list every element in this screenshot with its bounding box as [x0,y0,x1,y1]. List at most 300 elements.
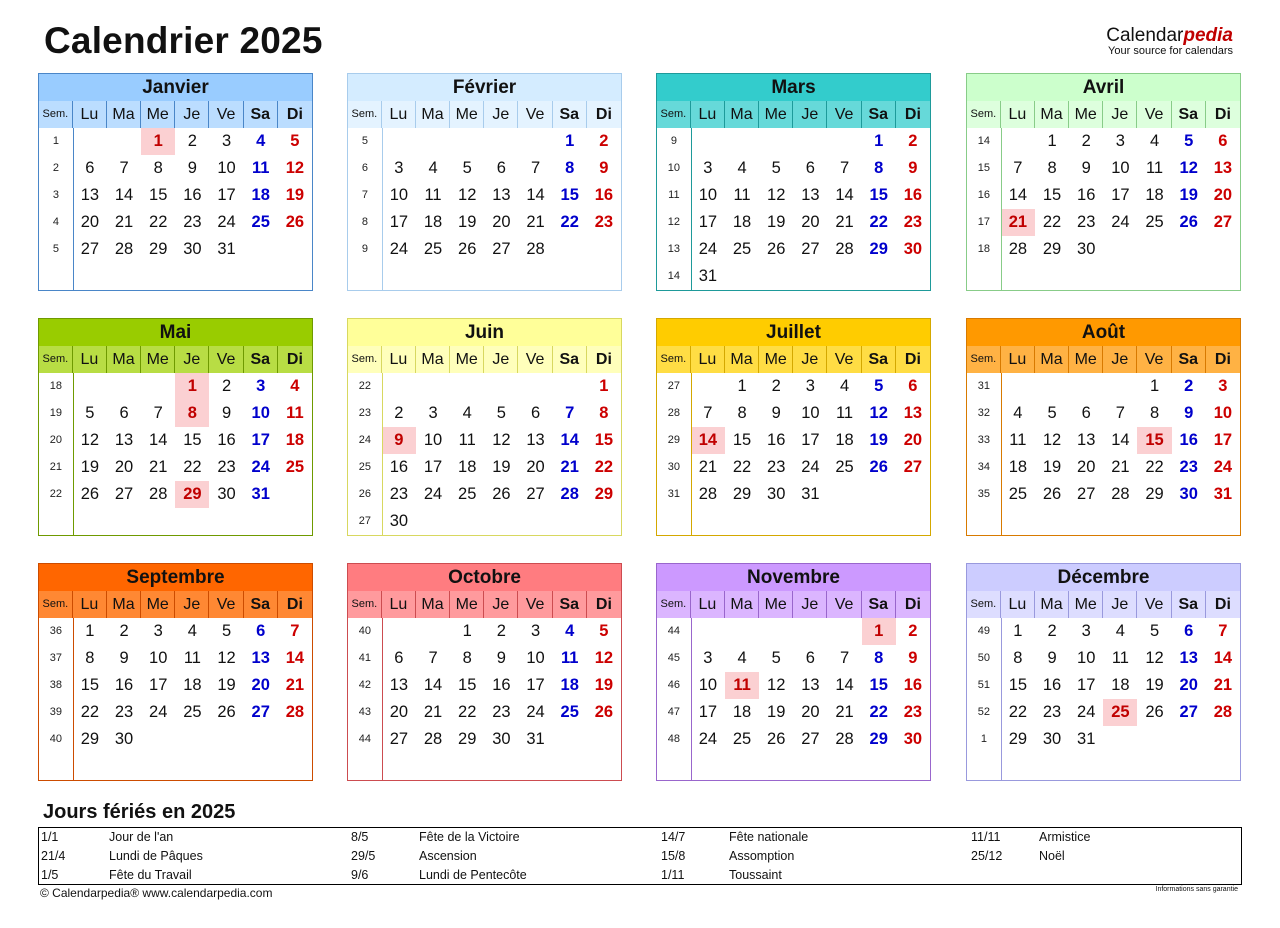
day-cell: 30 [183,240,202,258]
day-cell: 3 [153,622,163,640]
weekday-label: Me [759,101,793,128]
day-cell: 20 [492,213,511,231]
day-cell: 7 [839,649,850,667]
day-cell: 8 [874,649,884,667]
day-cell: 22 [1042,213,1062,231]
holidays-column [969,828,1269,886]
day-cell: 20 [1213,186,1233,204]
holidays-title: Jours fériés en 2025 [43,801,236,823]
day-cell: 9 [1081,159,1091,177]
day-cell: 20 [389,703,409,721]
day-cell: 31 [526,730,545,748]
week-row [967,155,1240,182]
day-cell: 22 [183,458,202,476]
day-cell: 23 [183,213,202,231]
day-cell: 27 [251,703,270,721]
day-cell: 1 [462,622,472,640]
day-cell: 6 [805,649,815,667]
week-row [39,481,312,508]
day-cell: 6 [1081,404,1091,422]
holiday-date: 1/1 [41,830,59,844]
day-cell: 2 [1081,132,1091,150]
week-number: 40 [358,625,372,637]
day-cell: 19 [767,213,786,231]
week-column-divider [73,373,74,535]
holiday-name: Fête nationale [729,830,809,844]
week-number: 26 [358,488,372,500]
empty-cell [587,508,621,535]
week-number: 28 [667,407,681,419]
weekday-label: Me [450,591,484,618]
day-cell: 29 [80,730,100,748]
day-cell: 13 [389,676,409,694]
weekday-label: Ma [725,591,759,618]
day-cell: 11 [1009,431,1027,449]
day-cell: 10 [389,186,409,204]
day-cell: 13 [1213,159,1233,177]
weekday-label: Lu [382,101,416,128]
weekday-label: Di [595,106,612,123]
empty-cell [691,128,725,155]
empty-cell [141,726,175,753]
day-cell: 9 [771,404,781,422]
holiday-name: Fête de la Victoire [419,830,520,844]
day-cell: 29 [594,485,614,503]
empty-cell [518,128,552,155]
day-cell: 11 [424,186,442,204]
day-cell: 5 [85,404,95,422]
weekday-label: Sa [244,101,278,128]
week-row [657,726,930,753]
day-cell: 15 [80,676,100,694]
week-row [967,481,1240,508]
empty-cell [587,726,621,753]
week-row [39,128,312,155]
week-row [657,427,930,454]
week-row [657,454,930,481]
empty-cell [278,236,312,263]
week-row [967,699,1240,726]
day-cell: 12 [1179,159,1198,177]
holiday-row [969,847,1269,866]
day-cell: 17 [217,186,236,204]
day-cell: 6 [530,404,541,422]
week-row [39,645,312,672]
week-row [657,263,930,290]
day-cell: 10 [698,186,718,204]
day-cell: 15 [732,431,752,449]
week-row [967,645,1240,672]
weekday-label: Sa [244,346,278,373]
week-number: 3 [52,189,59,201]
day-cell: 7 [1013,159,1023,177]
week-number: 35 [977,488,991,500]
weekday-label: Sa [862,101,896,128]
day-cell: 18 [423,213,443,231]
day-cell: 23 [114,703,134,721]
month-1 [38,73,313,291]
holidays-table [38,827,1242,885]
week-number: 21 [49,461,63,473]
day-cell: 12 [80,431,100,449]
week-number: 39 [49,706,63,718]
day-cell: 11 [183,649,201,667]
day-cell: 5 [462,159,472,177]
weekday-label: Di [904,106,921,123]
day-cell: 3 [1115,132,1125,150]
holiday-date: 15/8 [661,849,686,863]
day-cell: 28 [114,240,134,258]
day-cell: 12 [285,159,305,177]
week-number-header: Sem. [39,101,73,128]
empty-cell [691,373,725,400]
day-cell: 12 [594,649,614,667]
week-number: 31 [667,488,681,500]
week-number: 14 [977,135,991,147]
holiday-row [659,828,959,847]
empty-cell [759,128,793,155]
weekday-label: Di [1214,596,1231,613]
day-cell: 1 [862,618,896,645]
empty-cell [450,128,484,155]
day-cell: 17 [698,703,718,721]
day-cell: 29 [732,485,752,503]
day-cell: 4 [565,622,575,640]
week-number: 22 [49,488,63,500]
day-cell: 13 [801,676,820,694]
holiday-row [39,828,339,847]
weekday-label: Lu [382,346,416,373]
day-cell: 20 [903,431,923,449]
day-cell: 28 [285,703,305,721]
holiday-row [349,847,649,866]
day-cell: 27 [1213,213,1233,231]
week-number: 20 [49,434,63,446]
day-cell: 10 [251,404,270,422]
week-number: 1 [980,733,987,745]
day-cell: 9 [908,649,918,667]
week-number: 38 [49,679,63,691]
weekday-label: Je [1103,101,1137,128]
empty-cell [382,618,416,645]
weekday-header [348,101,621,128]
weekday-label: Di [286,351,303,368]
day-cell: 21 [835,703,854,721]
weekday-label: Lu [73,101,107,128]
day-cell: 10 [1077,649,1096,667]
weekday-label: Me [450,101,484,128]
empty-cell [896,481,930,508]
empty-cell [587,236,621,263]
day-cell: 8 [599,404,609,422]
day-cell: 1 [1149,377,1160,395]
day-cell: 10 [1213,404,1233,422]
day-cell: 19 [1179,186,1198,204]
empty-cell [1103,236,1137,263]
day-cell: 19 [1042,458,1062,476]
weekday-label: Je [793,101,827,128]
day-cell: 13 [251,649,270,667]
weekday-label: Ve [827,101,861,128]
day-cell: 7 [1218,622,1228,640]
holiday-name: Assomption [729,849,795,863]
day-cell: 25 [183,703,202,721]
day-cell: 8 [1149,404,1160,422]
day-cell: 6 [496,159,506,177]
weekday-label: Ve [827,591,861,618]
week-number: 44 [358,733,372,745]
empty-cell [484,508,518,535]
day-cell: 20 [801,703,820,721]
week-row [348,618,621,645]
day-cell: 16 [767,431,786,449]
holiday-row [349,828,649,847]
day-cell: 23 [903,213,923,231]
day-cell: 9 [1047,649,1057,667]
week-row [348,481,621,508]
day-cell: 12 [1145,649,1164,667]
week-number: 50 [977,652,991,664]
day-cell: 17 [389,213,409,231]
empty-cell [450,508,484,535]
day-cell: 26 [1179,213,1198,231]
weekday-label: Ma [416,346,450,373]
day-cell: 30 [1042,730,1062,748]
day-cell: 22 [869,703,888,721]
month-5 [38,318,313,536]
day-cell: 14 [114,186,134,204]
day-cell: 17 [1213,431,1233,449]
week-row [967,400,1240,427]
day-cell: 17 [1111,186,1130,204]
month-3 [656,73,931,291]
day-cell: 20 [114,458,134,476]
day-cell: 27 [801,240,820,258]
week-row [348,155,621,182]
day-cell: 30 [1179,485,1198,503]
empty-cell [1206,726,1240,753]
day-cell: 17 [423,458,443,476]
day-cell: 12 [217,649,236,667]
day-cell: 21 [698,458,718,476]
month-10 [347,563,622,781]
weekday-label: Je [175,346,209,373]
holiday-date: 8/5 [351,830,369,844]
day-cell: 19 [80,458,100,476]
week-number: 7 [361,189,368,201]
week-number: 51 [977,679,991,691]
week-number-header: Sem. [967,101,1001,128]
day-cell: 18 [1111,676,1130,694]
day-cell: 15 [560,186,579,204]
day-cell: 3 [428,404,438,422]
day-cell: 13 [903,404,923,422]
weekday-header [39,591,312,618]
empty-cell [175,726,209,753]
footer-copyright: © Calendarpedia® www.calendarpedia.com [40,886,273,900]
day-cell: 11 [835,404,854,422]
day-cell: 24 [217,213,236,231]
day-cell: 20 [801,213,820,231]
day-cell: 27 [801,730,820,748]
weekday-label: Lu [1001,591,1035,618]
day-cell: 7 [1115,404,1125,422]
day-cell: 3 [221,132,232,150]
week-number: 12 [667,216,681,228]
empty-cell [862,481,896,508]
empty-cell [450,373,484,400]
weekday-label: Sa [1172,346,1206,373]
day-cell: 8 [737,404,747,422]
day-cell: 22 [80,703,100,721]
day-cell: 28 [526,240,545,258]
day-cell: 2 [221,377,232,395]
week-row [39,454,312,481]
week-number: 9 [670,135,677,147]
empty-cell [793,618,827,645]
day-cell: 26 [1145,703,1164,721]
week-row [348,182,621,209]
empty-cell [793,128,827,155]
week-number-header: Sem. [657,101,691,128]
day-cell: 18 [183,676,202,694]
month-name: Avril [967,74,1240,101]
day-cell: 15 [1008,676,1028,694]
day-cell: 23 [217,458,236,476]
weekday-label: Je [793,591,827,618]
day-cell: 28 [835,730,854,748]
month-name: Octobre [348,564,621,591]
weekday-label: Sa [553,591,587,618]
month-name: Juin [348,319,621,346]
month-6 [347,318,622,536]
weekday-label: Di [595,351,612,368]
day-cell: 22 [149,213,168,231]
day-cell: 30 [389,512,409,530]
holiday-date: 25/12 [971,849,1003,863]
day-cell: 21 [1111,458,1130,476]
day-cell: 9 [599,159,609,177]
day-cell: 4 [1149,132,1160,150]
week-number: 16 [977,189,991,201]
weekday-label: Me [141,591,175,618]
week-row [967,454,1240,481]
day-cell: 18 [251,186,270,204]
week-number: 37 [49,652,63,664]
day-cell: 9 [496,649,506,667]
day-cell: 17 [251,431,270,449]
day-cell: 10 [801,404,820,422]
day-cell: 3 [805,377,815,395]
day-cell: 25 [458,485,477,503]
week-number: 11 [668,189,680,201]
holiday-row [969,828,1269,847]
day-cell: 14 [835,676,854,694]
day-cell: 10 [698,676,718,694]
week-row [39,209,312,236]
day-cell: 4 [462,404,472,422]
week-row [39,400,312,427]
day-cell: 10 [423,431,443,449]
month-name: Mars [657,74,930,101]
day-cell: 1 [599,377,609,395]
day-cell: 25 [835,458,854,476]
weekday-label: Ma [1035,101,1069,128]
holiday-row [39,847,339,866]
empty-cell [553,726,587,753]
week-row [967,672,1240,699]
day-cell: 28 [560,485,579,503]
day-cell: 21 [526,213,545,231]
day-cell: 6 [119,404,129,422]
day-cell: 26 [594,703,614,721]
empty-cell [416,373,450,400]
empty-cell [416,508,450,535]
day-cell: 1 [1047,132,1057,150]
empty-cell [827,481,861,508]
day-cell: 29 [175,481,209,508]
week-number: 18 [49,380,63,392]
day-cell: 2 [599,132,609,150]
week-number-header: Sem. [657,346,691,373]
day-cell: 24 [1077,703,1096,721]
day-cell: 24 [698,730,718,748]
month-12 [966,563,1241,781]
week-column-divider [382,128,383,290]
day-cell: 23 [1042,703,1062,721]
day-cell: 17 [149,676,168,694]
empty-cell [553,236,587,263]
week-number: 23 [358,407,372,419]
day-cell: 18 [458,458,477,476]
day-cell: 27 [80,240,100,258]
day-cell: 26 [217,703,236,721]
weekday-label: Di [286,596,303,613]
day-cell: 25 [560,703,579,721]
day-cell: 8 [175,400,209,427]
week-column-divider [1001,618,1002,780]
week-row [348,236,621,263]
empty-cell [73,373,107,400]
holiday-name: Armistice [1039,830,1091,844]
day-cell: 6 [394,649,404,667]
day-cell: 3 [1081,622,1091,640]
week-row [657,672,930,699]
empty-cell [725,128,759,155]
empty-cell [1001,128,1035,155]
day-cell: 2 [119,622,129,640]
day-cell: 8 [1047,159,1057,177]
day-cell: 19 [1145,676,1164,694]
day-cell: 14 [149,431,168,449]
week-number: 27 [358,515,372,527]
day-cell: 2 [771,377,781,395]
week-number: 24 [358,434,372,446]
day-cell: 11 [733,186,751,204]
week-row [967,209,1240,236]
day-cell: 30 [114,730,134,748]
day-cell: 16 [1077,186,1096,204]
day-cell: 25 [423,240,443,258]
holiday-name: Lundi de Pentecôte [419,868,527,882]
disclaimer: Informations sans garantie [1155,886,1238,893]
day-cell: 23 [492,703,511,721]
day-cell: 16 [114,676,134,694]
day-cell: 23 [903,703,923,721]
week-number: 34 [977,461,991,473]
month-11 [656,563,931,781]
day-cell: 2 [394,404,404,422]
